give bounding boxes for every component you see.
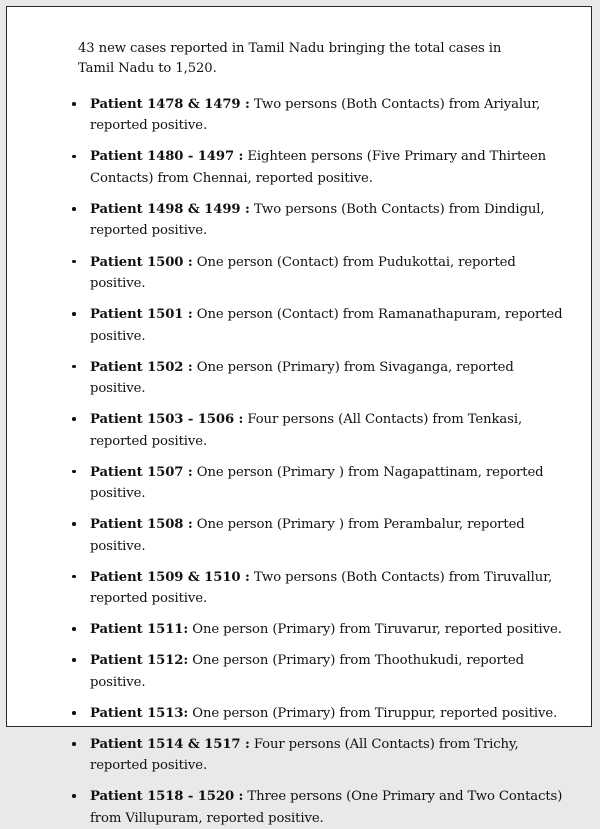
patient-detail-text: Four persons (All Contacts) from Trichy, reported positive.	[90, 736, 519, 774]
patient-id-label: Patient 1503 - 1506 :	[90, 412, 244, 428]
list-item	[69, 252, 563, 295]
patient-detail-text: Three persons (One Primary and Two Contacts) from Villupuram, reported positive.	[90, 789, 563, 826]
patient-id-label: Patient 1500 :	[90, 254, 193, 270]
bullet-icon	[72, 794, 76, 798]
bullet-icon	[72, 102, 76, 106]
list-item	[69, 94, 563, 137]
patient-id-label: Patient 1507 :	[90, 464, 193, 480]
patient-detail-text: Two persons (Both Contacts) from Ariyalur, reported positive.	[90, 96, 541, 134]
patient-detail-text: Two persons (Both Contacts) from Dindigul, reported positive.	[90, 201, 545, 239]
list-item	[69, 514, 563, 557]
patient-id-label: Patient 1498 & 1499 :	[90, 201, 250, 217]
list-item	[69, 199, 563, 242]
patient-detail-text: One person (Primary) from Thoothukudi, reported positive.	[90, 653, 524, 690]
patient-id-label: Patient 1511:	[90, 622, 189, 638]
list-item	[69, 567, 563, 610]
patient-detail-text: One person (Primary ) from Nagapattinam, reported positive.	[90, 464, 544, 502]
bullet-icon	[72, 207, 76, 211]
list-item	[69, 786, 563, 829]
bullet-icon	[72, 711, 76, 715]
bullet-icon	[72, 627, 76, 631]
bullet-icon	[72, 470, 76, 474]
bullet-icon	[72, 742, 76, 746]
summary-paragraph: 43 new cases reported in Tamil Nadu bringing the total cases in Tamil Nadu to 1,520.	[78, 41, 502, 77]
list-item	[69, 146, 563, 189]
patient-detail-text: Four persons (All Contacts) from Tenkasi, reported positive.	[90, 412, 523, 449]
bullet-icon	[72, 312, 76, 316]
bullet-icon	[72, 522, 76, 526]
list-item	[69, 462, 563, 505]
patient-id-label: Patient 1518 - 1520 :	[90, 789, 244, 805]
patient-id-label: Patient 1478 & 1479 :	[90, 96, 250, 112]
patient-detail-text: One person (Primary ) from Perambalur, reported positive.	[90, 517, 525, 554]
bullet-icon	[72, 365, 76, 369]
patient-detail-text: One person (Primary) from Tiruvarur, reported positive.	[188, 622, 562, 638]
patient-id-label: Patient 1502 :	[90, 359, 193, 375]
document-page	[6, 6, 592, 826]
patient-id-label: Patient 1480 - 1497 :	[90, 149, 244, 165]
patient-id-label: Patient 1501 :	[90, 307, 193, 323]
patient-detail-text: One person (Contact) from Ramanathapuram, reported positive.	[90, 307, 563, 344]
bullet-icon	[72, 575, 76, 579]
bullet-icon	[72, 658, 76, 662]
patient-detail-text: One person (Contact) from Pudukottai, reported positive.	[90, 254, 516, 292]
list-item	[69, 357, 563, 400]
bullet-icon	[72, 260, 76, 264]
list-item	[69, 409, 563, 452]
patient-detail-text: One person (Primary) from Sivaganga, reported positive.	[90, 359, 514, 397]
patient-id-label: Patient 1508 :	[90, 517, 193, 533]
patient-id-label: Patient 1512:	[90, 653, 189, 669]
document-content	[7, 7, 591, 829]
list-item	[69, 619, 563, 641]
list-item	[69, 703, 563, 725]
bullet-icon	[72, 417, 76, 421]
patient-case-list	[69, 94, 563, 829]
patient-id-label: Patient 1513:	[90, 705, 189, 721]
patient-id-label: Patient 1509 & 1510 :	[90, 569, 250, 585]
patient-id-label: Patient 1514 & 1517 :	[90, 736, 250, 752]
list-item	[69, 304, 563, 347]
list-item	[69, 734, 563, 777]
list-item	[69, 650, 563, 693]
patient-detail-text: Two persons (Both Contacts) from Tiruvallur, reported positive.	[90, 569, 553, 607]
patient-detail-text: Eighteen persons (Five Primary and Thirteen Contacts) from Chennai, reported positive.	[90, 149, 547, 186]
bullet-icon	[72, 155, 76, 159]
patient-detail-text: One person (Primary) from Tiruppur, reported positive.	[188, 705, 558, 721]
